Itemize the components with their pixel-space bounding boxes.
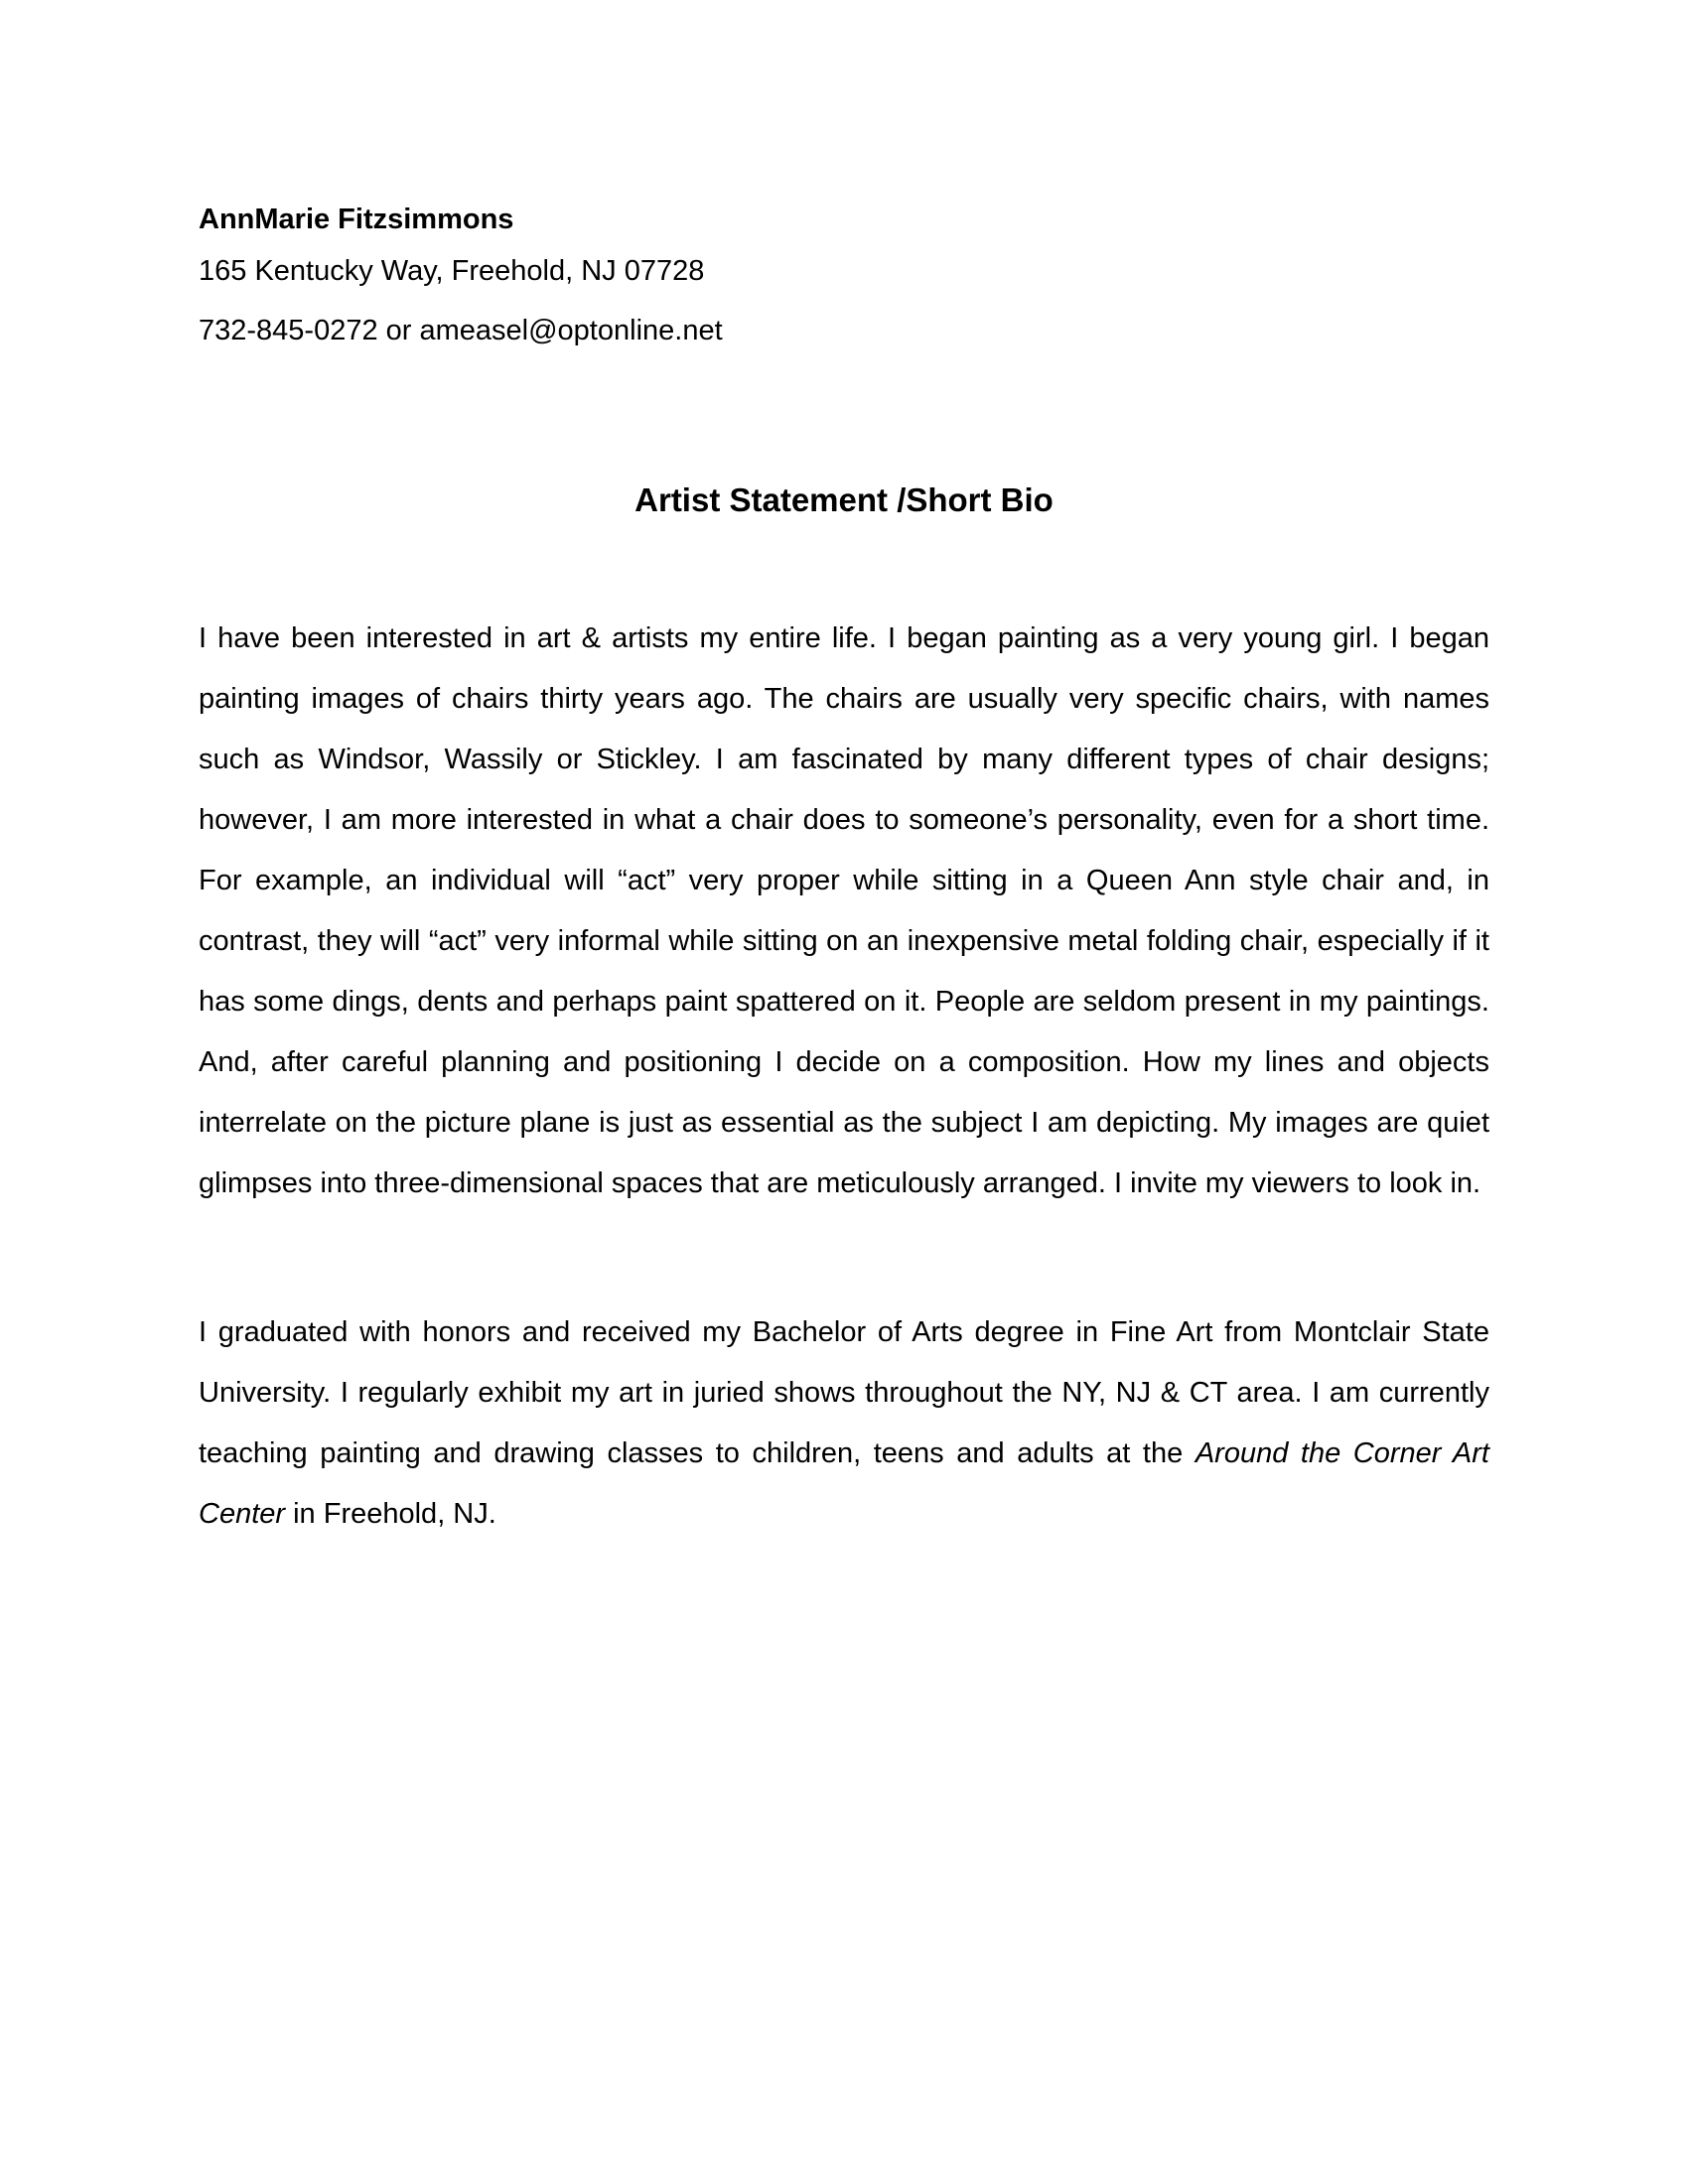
bio-text-start: I graduated with honors and received my Bachelor of Arts degree in Fine Art from Montclair State University. I regularly exhibit my art in juried shows throughout the NY, NJ & CT area. I am currently teaching painting and drawing classes to children, teens and adults at the — [199, 1316, 1489, 1469]
document-title: Artist Statement /Short Bio — [634, 481, 1054, 518]
artist-statement-paragraph — [199, 609, 1489, 1214]
author-address: 165 Kentucky Way, Freehold, NJ 07728 — [199, 255, 705, 287]
art-center-name: Around the Corner Art Center — [199, 1437, 1489, 1530]
bio-paragraph — [199, 1302, 1489, 1545]
statement-text: I have been interested in art & artists my entire life. I began painting as a very young girl. I began painting images of chairs thirty years ago. The chairs are usually very specific chairs, with names such as Windsor, Wassily or Stickley. I am fascinated by many different types of chair designs; however, I am more interested in what a chair does to someone’s personality, even for a short time. For example, an individual will “act” very proper while sitting in a Queen Ann style chair and, in contrast, they will “act” very informal while sitting on an inexpensive metal folding chair, especially if it has some dings, dents and perhaps paint spattered on it. People are seldom present in my paintings. And, after careful planning and positioning I decide on a composition. How my lines and objects interrelate on the picture plane is just as essential as the subject I am depicting. My images are quiet glimpses into three-dimensional spaces that are meticulously arranged. I invite my viewers to look in. — [199, 622, 1489, 1199]
bio-text-end: in Freehold, NJ. — [285, 1498, 496, 1530]
contact-header — [199, 199, 1489, 351]
author-contact: 732-845-0272 or ameasel@optonline.net — [199, 315, 723, 346]
author-name: AnnMarie Fitzsimmons — [199, 204, 514, 235]
